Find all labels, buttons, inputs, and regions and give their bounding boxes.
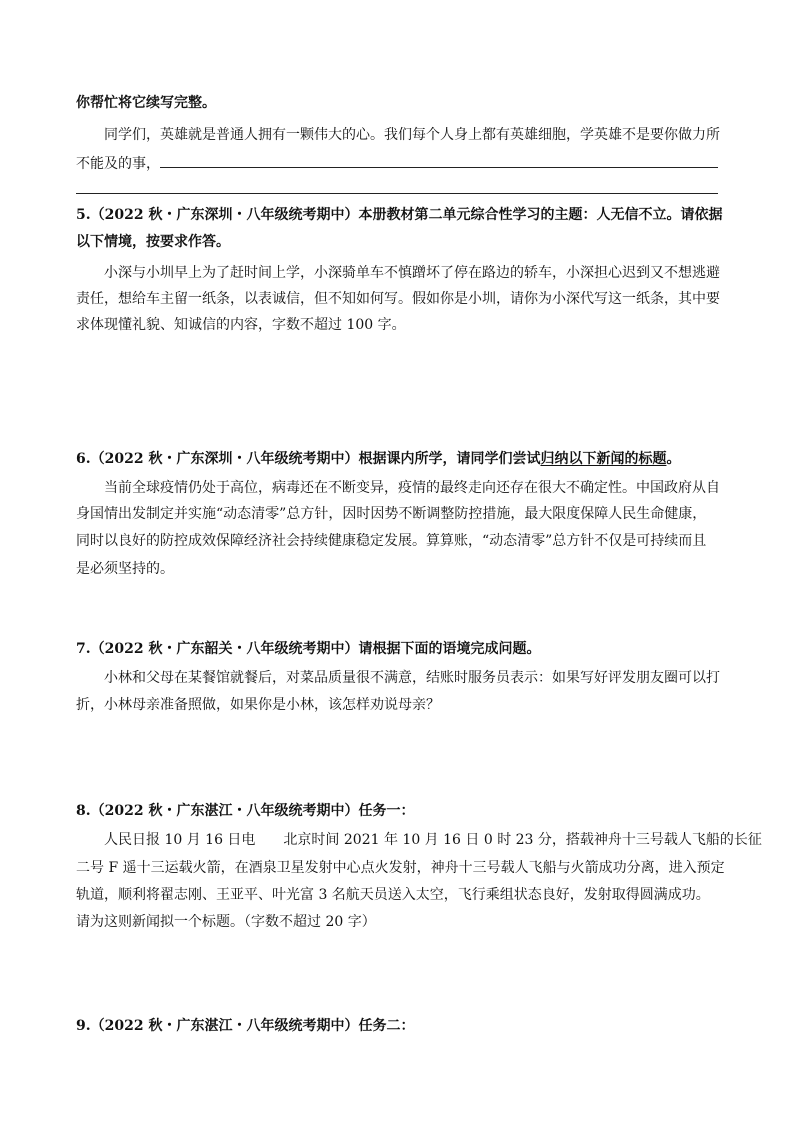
q6-heading-end: 。 bbox=[666, 451, 681, 467]
q6-paragraph-line3: 同时以良好的防控成效保障经济社会持续健康稳定发展。算算账，“动态清零”总方针不仅是可持续而且 bbox=[76, 533, 707, 549]
q5-heading-line2: 以下情境，按要求作答。 bbox=[76, 234, 230, 250]
q4-instruction: 你帮忙将它续写完整。 bbox=[76, 95, 216, 111]
q6-heading-text: 6.（2022 秋・广东深圳・八年级统考期中）根据课内所学，请同学们尝试 bbox=[76, 451, 541, 467]
q9-heading: 9.（2022 秋・广东湛江・八年级统考期中）任务二： bbox=[76, 1018, 415, 1034]
q5-paragraph-line2: 责任，想给车主留一纸条，以表诚信，但不知如何写。假如你是小圳，请你为小深代写这一纸条，其中要 bbox=[76, 291, 720, 307]
q4-answer-blank[interactable] bbox=[160, 167, 718, 168]
q6-heading bbox=[76, 449, 680, 469]
q6-paragraph-line1: 当前全球疫情仍处于高位，病毒还在不断变异，疫情的最终走向还存在很大不确定性。中国政府从自 bbox=[104, 480, 720, 496]
q7-paragraph-line2: 折，小林母亲准备照做，如果你是小林，该怎样劝说母亲？ bbox=[76, 697, 440, 713]
q8-heading: 8.（2022 秋・广东湛江・八年级统考期中）任务一： bbox=[76, 803, 415, 819]
q8-paragraph-line2: 二号 F 遥十三运载火箭，在酒泉卫星发射中心点火发射，神舟十三号载人飞船与火箭成功分离，进入预定 bbox=[76, 860, 725, 876]
q8-paragraph-line1: 人民日报 10 月 16 日电 北京时间 2021 年 10 月 16 日 0 时 23 分，搭载神舟十三号载人飞船的长征 bbox=[104, 832, 762, 848]
q6-paragraph-line4: 是必须坚持的。 bbox=[76, 561, 174, 577]
q6-heading-underlined: 归纳以下新闻的标题 bbox=[540, 451, 667, 467]
q7-paragraph-line1: 小林和父母在某餐馆就餐后，对菜品质量很不满意，结账时服务员表示：如果写好评发朋友圈可以打 bbox=[104, 670, 720, 686]
q7-heading: 7.（2022 秋・广东韶关・八年级统考期中）请根据下面的语境完成问题。 bbox=[76, 641, 541, 657]
q6-paragraph-line2: 身国情出发制定并实施“动态清零”总方针，因时因势不断调整防控措施，最大限度保障人民生命健康， bbox=[76, 506, 707, 522]
q8-paragraph-line3: 轨道，顺利将翟志刚、王亚平、叶光富 3 名航天员送入太空，飞行乘组状态良好，发射取得圆满成功。 bbox=[76, 887, 710, 903]
q4-answer-blank-2[interactable] bbox=[76, 193, 718, 194]
q5-paragraph-line1: 小深与小圳早上为了赶时间上学，小深骑单车不慎蹭坏了停在路边的轿车，小深担心迟到又不想逃避 bbox=[104, 265, 720, 281]
q4-paragraph-line2: 不能及的事， bbox=[76, 156, 160, 172]
q4-paragraph-line1: 同学们，英雄就是普通人拥有一颗伟大的心。我们每个人身上都有英雄细胞，学英雄不是要你做力所 bbox=[104, 127, 720, 143]
q5-heading-line1: 5.（2022 秋・广东深圳・八年级统考期中）本册教材第二单元综合性学习的主题：人无信不立。请依据 bbox=[76, 207, 723, 223]
q5-paragraph-line3: 求体现懂礼貌、知诚信的内容，字数不超过 100 字。 bbox=[76, 317, 406, 333]
q8-paragraph-line4: 请为这则新闻拟一个标题。（字数不超过 20 字） bbox=[76, 914, 376, 930]
